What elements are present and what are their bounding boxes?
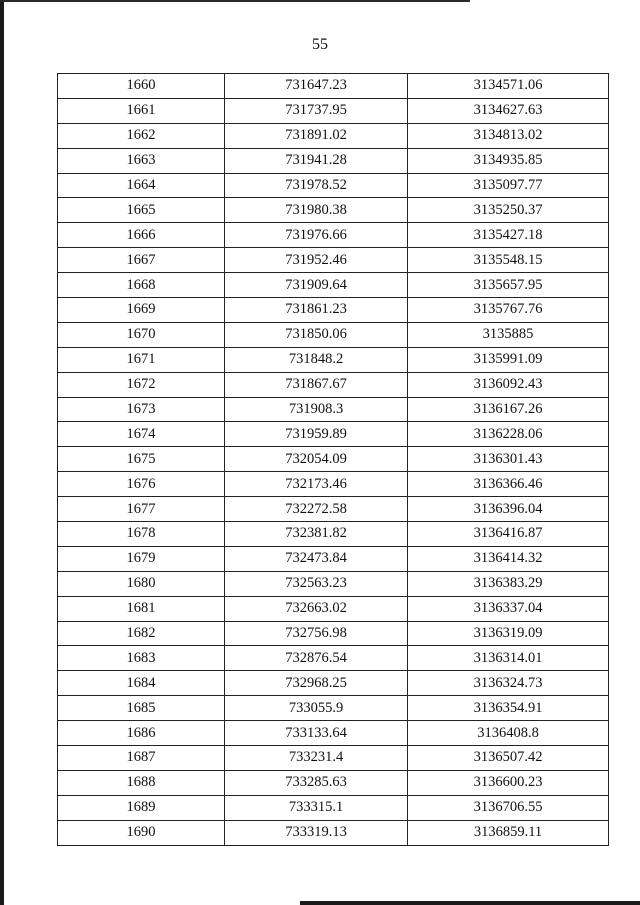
x-coordinate-cell: 732663.02	[225, 596, 408, 621]
y-coordinate-cell: 3135885	[408, 322, 609, 347]
point-number-cell: 1666	[58, 223, 225, 248]
table-row	[58, 223, 609, 248]
table-row	[58, 571, 609, 596]
y-coordinate-cell: 3135767.76	[408, 298, 609, 323]
point-number-cell: 1682	[58, 621, 225, 646]
y-coordinate-cell: 3136366.46	[408, 472, 609, 497]
table-row	[58, 148, 609, 173]
point-number-cell: 1660	[58, 74, 225, 99]
x-coordinate-cell: 732756.98	[225, 621, 408, 646]
point-number-cell: 1683	[58, 646, 225, 671]
table-row	[58, 322, 609, 347]
x-coordinate-cell: 732272.58	[225, 497, 408, 522]
point-number-cell: 1672	[58, 372, 225, 397]
x-coordinate-cell: 732054.09	[225, 447, 408, 472]
x-coordinate-cell: 733055.9	[225, 696, 408, 721]
table-row	[58, 746, 609, 771]
point-number-cell: 1661	[58, 98, 225, 123]
y-coordinate-cell: 3136324.73	[408, 671, 609, 696]
table-row	[58, 770, 609, 795]
y-coordinate-cell: 3136314.01	[408, 646, 609, 671]
x-coordinate-cell: 731978.52	[225, 173, 408, 198]
y-coordinate-cell: 3134571.06	[408, 74, 609, 99]
table-row	[58, 546, 609, 571]
point-number-cell: 1690	[58, 820, 225, 845]
table-row	[58, 173, 609, 198]
point-number-cell: 1674	[58, 422, 225, 447]
y-coordinate-cell: 3136416.87	[408, 522, 609, 547]
x-coordinate-cell: 731861.23	[225, 298, 408, 323]
point-number-cell: 1663	[58, 148, 225, 173]
point-number-cell: 1689	[58, 795, 225, 820]
y-coordinate-cell: 3136337.04	[408, 596, 609, 621]
x-coordinate-cell: 733319.13	[225, 820, 408, 845]
x-coordinate-cell: 731941.28	[225, 148, 408, 173]
page-number: 55	[312, 36, 328, 53]
point-number-cell: 1676	[58, 472, 225, 497]
point-number-cell: 1670	[58, 322, 225, 347]
x-coordinate-cell: 731976.66	[225, 223, 408, 248]
x-coordinate-cell: 731908.3	[225, 397, 408, 422]
table-row	[58, 472, 609, 497]
point-number-cell: 1675	[58, 447, 225, 472]
table-row	[58, 422, 609, 447]
scan-edge-bottom	[300, 901, 640, 905]
x-coordinate-cell: 733133.64	[225, 721, 408, 746]
y-coordinate-cell: 3136228.06	[408, 422, 609, 447]
x-coordinate-cell: 732473.84	[225, 546, 408, 571]
table-row	[58, 298, 609, 323]
x-coordinate-cell: 733285.63	[225, 770, 408, 795]
x-coordinate-cell: 731891.02	[225, 123, 408, 148]
x-coordinate-cell: 731952.46	[225, 248, 408, 273]
y-coordinate-cell: 3136706.55	[408, 795, 609, 820]
x-coordinate-cell: 732968.25	[225, 671, 408, 696]
table-row	[58, 621, 609, 646]
point-number-cell: 1668	[58, 273, 225, 298]
point-number-cell: 1687	[58, 746, 225, 771]
scan-edge-top	[0, 0, 470, 2]
y-coordinate-cell: 3136859.11	[408, 820, 609, 845]
y-coordinate-cell: 3134935.85	[408, 148, 609, 173]
table-row	[58, 596, 609, 621]
y-coordinate-cell: 3136167.26	[408, 397, 609, 422]
y-coordinate-cell: 3135427.18	[408, 223, 609, 248]
y-coordinate-cell: 3136408.8	[408, 721, 609, 746]
point-number-cell: 1688	[58, 770, 225, 795]
x-coordinate-cell: 732381.82	[225, 522, 408, 547]
x-coordinate-cell: 731867.67	[225, 372, 408, 397]
x-coordinate-cell: 731848.2	[225, 347, 408, 372]
table-row	[58, 671, 609, 696]
y-coordinate-cell: 3135250.37	[408, 198, 609, 223]
y-coordinate-cell: 3136354.91	[408, 696, 609, 721]
point-number-cell: 1662	[58, 123, 225, 148]
y-coordinate-cell: 3135657.95	[408, 273, 609, 298]
y-coordinate-cell: 3136319.09	[408, 621, 609, 646]
point-number-cell: 1665	[58, 198, 225, 223]
table-row	[58, 198, 609, 223]
y-coordinate-cell: 3136301.43	[408, 447, 609, 472]
table-row	[58, 721, 609, 746]
y-coordinate-cell: 3135991.09	[408, 347, 609, 372]
x-coordinate-cell: 732563.23	[225, 571, 408, 596]
y-coordinate-cell: 3134627.63	[408, 98, 609, 123]
point-number-cell: 1677	[58, 497, 225, 522]
y-coordinate-cell: 3136600.23	[408, 770, 609, 795]
y-coordinate-cell: 3136092.43	[408, 372, 609, 397]
table-row	[58, 497, 609, 522]
point-number-cell: 1678	[58, 522, 225, 547]
coordinates-table	[57, 73, 609, 846]
point-number-cell: 1681	[58, 596, 225, 621]
table-row	[58, 795, 609, 820]
point-number-cell: 1679	[58, 546, 225, 571]
coordinates-table-body	[58, 74, 609, 846]
point-number-cell: 1686	[58, 721, 225, 746]
table-row	[58, 820, 609, 845]
y-coordinate-cell: 3135548.15	[408, 248, 609, 273]
table-row	[58, 646, 609, 671]
x-coordinate-cell: 731980.38	[225, 198, 408, 223]
y-coordinate-cell: 3135097.77	[408, 173, 609, 198]
x-coordinate-cell: 732173.46	[225, 472, 408, 497]
x-coordinate-cell: 731909.64	[225, 273, 408, 298]
table-row	[58, 696, 609, 721]
x-coordinate-cell: 733231.4	[225, 746, 408, 771]
point-number-cell: 1685	[58, 696, 225, 721]
table-row	[58, 74, 609, 99]
x-coordinate-cell: 732876.54	[225, 646, 408, 671]
table-row	[58, 522, 609, 547]
point-number-cell: 1664	[58, 173, 225, 198]
point-number-cell: 1673	[58, 397, 225, 422]
table-row	[58, 372, 609, 397]
y-coordinate-cell: 3136414.32	[408, 546, 609, 571]
x-coordinate-cell: 731959.89	[225, 422, 408, 447]
table-row	[58, 447, 609, 472]
point-number-cell: 1684	[58, 671, 225, 696]
x-coordinate-cell: 731850.06	[225, 322, 408, 347]
scan-edge-left	[0, 0, 4, 905]
point-number-cell: 1680	[58, 571, 225, 596]
y-coordinate-cell: 3136396.04	[408, 497, 609, 522]
table-row	[58, 397, 609, 422]
x-coordinate-cell: 731647.23	[225, 74, 408, 99]
x-coordinate-cell: 733315.1	[225, 795, 408, 820]
table-row	[58, 347, 609, 372]
table-row	[58, 98, 609, 123]
point-number-cell: 1671	[58, 347, 225, 372]
table-row	[58, 123, 609, 148]
point-number-cell: 1667	[58, 248, 225, 273]
table-row	[58, 248, 609, 273]
x-coordinate-cell: 731737.95	[225, 98, 408, 123]
y-coordinate-cell: 3134813.02	[408, 123, 609, 148]
table-row	[58, 273, 609, 298]
point-number-cell: 1669	[58, 298, 225, 323]
y-coordinate-cell: 3136507.42	[408, 746, 609, 771]
y-coordinate-cell: 3136383.29	[408, 571, 609, 596]
